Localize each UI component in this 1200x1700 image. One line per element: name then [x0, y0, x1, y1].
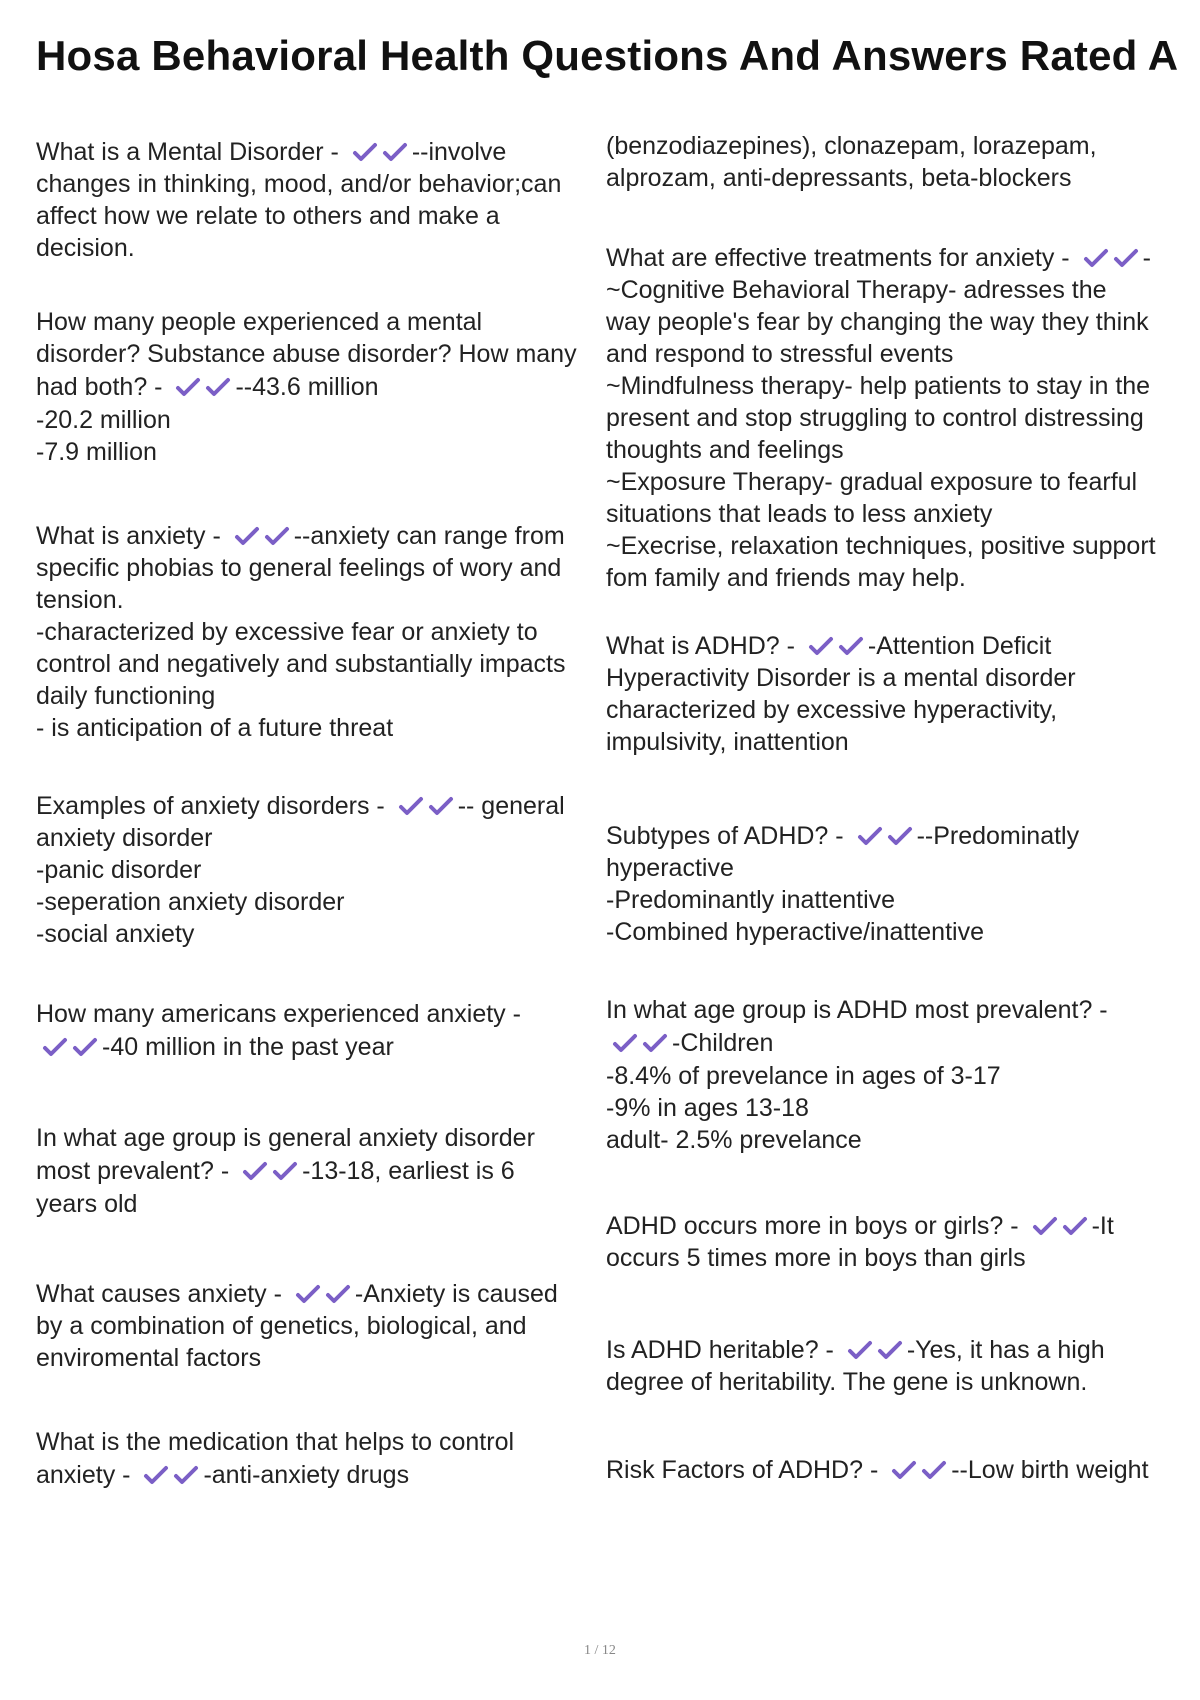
answer-text: years old — [36, 1190, 138, 1218]
answer-text: ~Exposure Therapy- gradual exposure to fearful — [606, 468, 1138, 496]
answer-text: enviromental factors — [36, 1344, 262, 1372]
answer-text: and respond to stressful events — [606, 340, 954, 368]
check-mark-icon — [205, 377, 231, 397]
answer-text: impulsivity, inattention — [606, 728, 849, 756]
check-mark-icon — [428, 796, 454, 816]
answer-marker — [891, 1454, 951, 1486]
question-text: In what age group is ADHD most prevalent? - — [606, 996, 1108, 1024]
check-mark-icon — [325, 1284, 351, 1304]
qa-entry — [606, 630, 1181, 758]
question-text: Is ADHD heritable? - — [606, 1336, 841, 1364]
check-mark-icon — [143, 1465, 169, 1485]
qa-entry — [606, 1454, 1181, 1486]
page-number: 1 / 12 — [584, 1643, 616, 1658]
check-mark-icon — [272, 1161, 298, 1181]
answer-text: -9% in ages 13-18 — [606, 1094, 809, 1122]
answer-marker — [1083, 242, 1143, 274]
qa-entry — [606, 1334, 1181, 1398]
qa-entry — [36, 1426, 591, 1492]
question-text: How many people experienced a mental — [36, 308, 483, 336]
answer-text: occurs 5 times more in boys than girls — [606, 1244, 1026, 1272]
answer-text: situations that leads to less anxiety — [606, 500, 993, 528]
check-mark-icon — [352, 142, 378, 162]
answer-marker — [398, 790, 458, 822]
answer-text: fom family and friends may help. — [606, 564, 966, 592]
answer-text: -social anxiety — [36, 920, 195, 948]
qa-entry — [606, 1210, 1181, 1274]
check-mark-icon — [242, 1161, 268, 1181]
question-text: What is the medication that helps to control — [36, 1428, 515, 1456]
answer-text: - — [1142, 244, 1151, 272]
answer-text: -13-18, earliest is 6 — [302, 1157, 515, 1185]
check-mark-icon — [42, 1037, 68, 1057]
check-mark-icon — [857, 826, 883, 846]
qa-entry — [36, 520, 591, 744]
answer-text: -It — [1091, 1212, 1114, 1240]
check-mark-icon — [382, 142, 408, 162]
answer-marker — [143, 1458, 203, 1492]
answer-text: adult- 2.5% prevelance — [606, 1126, 862, 1154]
qa-entry — [36, 1278, 591, 1374]
answer-text: -Attention Deficit — [867, 632, 1052, 660]
answer-text: -Predominantly inattentive — [606, 886, 896, 914]
answer-marker — [295, 1278, 355, 1310]
answer-text: way people's fear by changing the way they think — [606, 308, 1149, 336]
question-text: most prevalent? - — [36, 1157, 237, 1185]
qa-entry — [36, 998, 591, 1064]
qa-entry — [606, 130, 1181, 194]
check-mark-icon — [887, 826, 913, 846]
answer-text: ~Cognitive Behavioral Therapy- adresses the — [606, 276, 1107, 304]
answer-marker — [847, 1334, 907, 1366]
answer-text: --Predominatly — [916, 822, 1080, 850]
check-mark-icon — [72, 1037, 98, 1057]
answer-marker — [242, 1154, 302, 1188]
question-text: How many americans experienced anxiety - — [36, 1000, 521, 1028]
qa-entry — [606, 820, 1181, 948]
check-mark-icon — [891, 1460, 917, 1480]
question-text: What are effective treatments for anxiety - — [606, 244, 1077, 272]
answer-text: -Yes, it has a high — [906, 1336, 1105, 1364]
question-text: Examples of anxiety disorders - — [36, 792, 392, 820]
answer-marker — [1032, 1210, 1092, 1242]
answer-text: -20.2 million — [36, 406, 171, 434]
answer-text: specific phobias to general feelings of wory and — [36, 554, 562, 582]
answer-text: tension. — [36, 586, 124, 614]
answer-text: degree of heritability. The gene is unknown. — [606, 1368, 1088, 1396]
check-mark-icon — [1032, 1216, 1058, 1236]
question-text: What is a Mental Disorder - — [36, 138, 346, 166]
answer-text: --involve — [411, 138, 507, 166]
answer-text: control and negatively and substantially impacts — [36, 650, 566, 678]
check-mark-icon — [398, 796, 424, 816]
answer-marker — [234, 520, 294, 552]
check-mark-icon — [847, 1340, 873, 1360]
check-mark-icon — [173, 1465, 199, 1485]
answer-text: -Anxiety is caused — [354, 1280, 558, 1308]
answer-text: present and stop struggling to control distressing — [606, 404, 1144, 432]
question-text: What is anxiety - — [36, 522, 228, 550]
answer-text: changes in thinking, mood, and/or behavior;can — [36, 170, 562, 198]
answer-marker — [42, 1030, 102, 1064]
check-mark-icon — [1083, 248, 1109, 268]
answer-marker — [808, 630, 868, 662]
check-mark-icon — [234, 526, 260, 546]
check-mark-icon — [264, 526, 290, 546]
document-title: Hosa Behavioral Health Questions And Answers Rated A — [36, 32, 1179, 79]
answer-text: decision. — [36, 234, 135, 262]
check-mark-icon — [1113, 248, 1139, 268]
check-mark-icon — [838, 636, 864, 656]
qa-entry — [36, 1122, 591, 1220]
check-mark-icon — [612, 1033, 638, 1053]
question-text: disorder? Substance abuse disorder? How many — [36, 340, 577, 368]
check-mark-icon — [921, 1460, 947, 1480]
answer-text: daily functioning — [36, 682, 216, 710]
answer-text: -characterized by excessive fear or anxiety to — [36, 618, 538, 646]
answer-text: -40 million in the past year — [102, 1033, 394, 1061]
qa-entry — [36, 306, 591, 468]
answer-text: characterized by excessive hyperactivity, — [606, 696, 1058, 724]
check-mark-icon — [1062, 1216, 1088, 1236]
answer-marker — [175, 370, 235, 404]
check-mark-icon — [877, 1340, 903, 1360]
answer-text: -anti-anxiety drugs — [203, 1461, 410, 1489]
answer-text: alprozam, anti-depressants, beta-blockers — [606, 164, 1072, 192]
answer-text: ~Mindfulness therapy- help patients to stay in the — [606, 372, 1151, 400]
answer-text: -seperation anxiety disorder — [36, 888, 345, 916]
answer-text: hyperactive — [606, 854, 734, 882]
answer-text: by a combination of genetics, biological, and — [36, 1312, 527, 1340]
question-text: In what age group is general anxiety disorder — [36, 1124, 535, 1152]
answer-text: --Low birth weight — [951, 1456, 1149, 1484]
question-text: Subtypes of ADHD? - — [606, 822, 851, 850]
answer-marker — [352, 136, 412, 168]
question-text: What is ADHD? - — [606, 632, 802, 660]
answer-text: -7.9 million — [36, 438, 157, 466]
answer-marker — [612, 1026, 672, 1060]
check-mark-icon — [642, 1033, 668, 1053]
answer-text: - is anticipation of a future threat — [36, 714, 394, 742]
check-mark-icon — [808, 636, 834, 656]
qa-entry — [36, 136, 591, 264]
check-mark-icon — [175, 377, 201, 397]
question-text: ADHD occurs more in boys or girls? - — [606, 1212, 1026, 1240]
answer-text: -- general — [457, 792, 565, 820]
answer-text: -8.4% of prevelance in ages of 3-17 — [606, 1062, 1001, 1090]
answer-text: Hyperactivity Disorder is a mental disorder — [606, 664, 1076, 692]
qa-entry — [606, 242, 1181, 594]
answer-marker — [857, 820, 917, 852]
question-text: anxiety - — [36, 1461, 138, 1489]
answer-text: --anxiety can range from — [293, 522, 565, 550]
answer-text: --43.6 million — [235, 373, 379, 401]
check-mark-icon — [295, 1284, 321, 1304]
qa-entry — [36, 790, 591, 950]
answer-text: anxiety disorder — [36, 824, 213, 852]
question-text: Risk Factors of ADHD? - — [606, 1456, 886, 1484]
question-text: What causes anxiety - — [36, 1280, 289, 1308]
answer-text: -Combined hyperactive/inattentive — [606, 918, 984, 946]
answer-text: ~Execrise, relaxation techniques, positive support — [606, 532, 1156, 560]
qa-entry — [606, 994, 1181, 1156]
answer-text: thoughts and feelings — [606, 436, 844, 464]
answer-text: affect how we relate to others and make a — [36, 202, 500, 230]
answer-text: -Children — [672, 1029, 774, 1057]
answer-text: -panic disorder — [36, 856, 202, 884]
question-text: had both? - — [36, 373, 170, 401]
answer-text: (benzodiazepines), clonazepam, lorazepam, — [606, 132, 1097, 160]
